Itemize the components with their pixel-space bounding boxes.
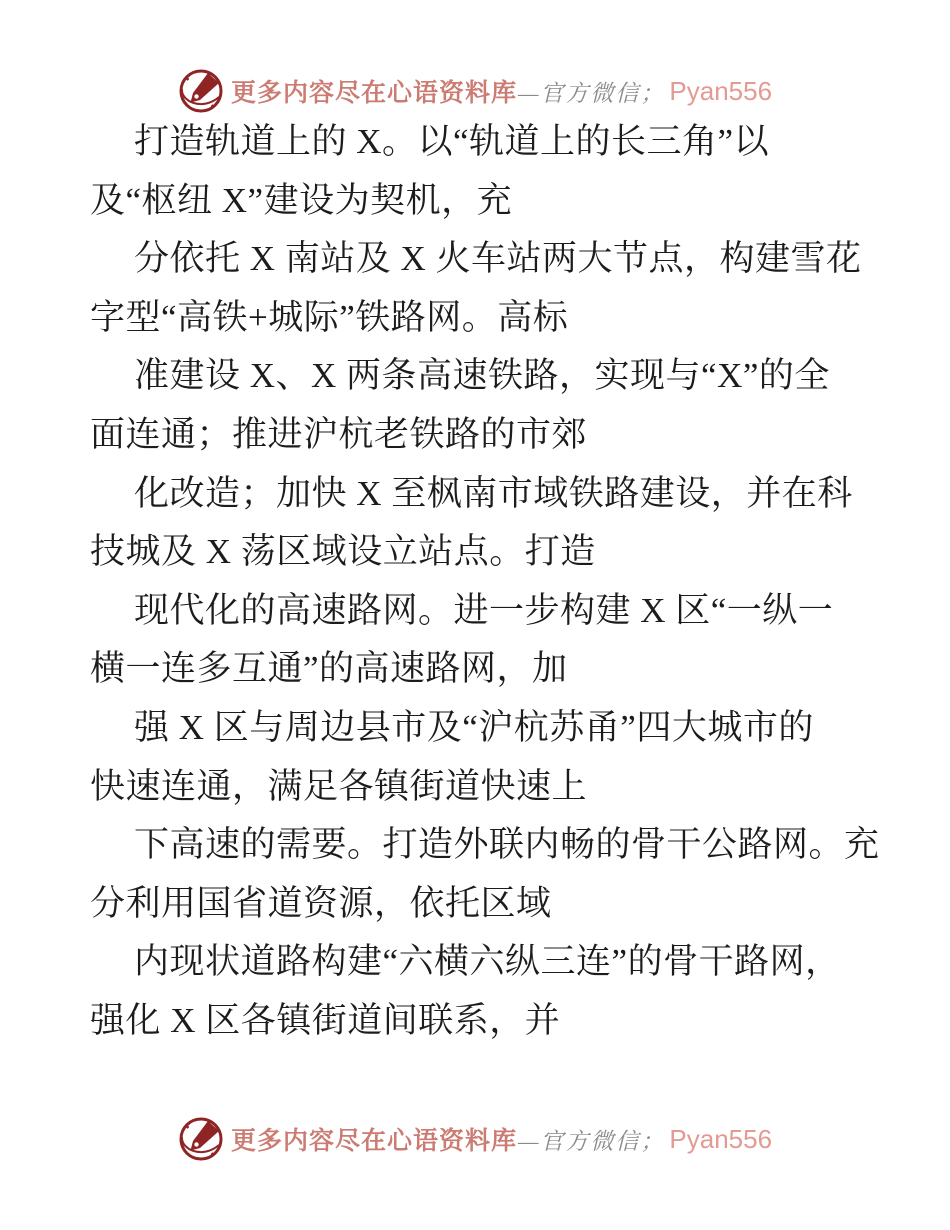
wechat-id-text: Pyan556 bbox=[669, 1123, 773, 1154]
text-line: 强 X 区与周边县市及“沪杭苏甬”四大城市的 bbox=[134, 707, 814, 747]
text-line: 及“枢纽 X”建设为契机，充 bbox=[90, 180, 513, 220]
watermark-separator-text: —官方微信； bbox=[517, 80, 666, 106]
text-line: 现代化的高速路网。进一步构建 X 区“一纵一 bbox=[134, 590, 834, 630]
text-line: 打造轨道上的 X。以“轨道上的长三角”以 bbox=[134, 122, 770, 161]
text-line: 面连通；推进沪杭老铁路的市郊 bbox=[90, 414, 588, 454]
text-line: 分利用国省道资源，依托区域 bbox=[90, 883, 552, 923]
wechat-id-text: Pyan556 bbox=[669, 75, 773, 106]
watermark-brand-text: 更多内容尽在心语资料库 bbox=[230, 1128, 517, 1155]
text-line: 快速连通，满足各镇街道快速上 bbox=[90, 766, 588, 806]
text-line: 准建设 X、X 两条高速铁路，实现与“X”的全 bbox=[134, 356, 830, 396]
watermark-header bbox=[0, 68, 950, 114]
document-body bbox=[90, 113, 890, 1051]
pen-nib-circle-logo-icon bbox=[178, 1116, 224, 1162]
text-line: 内现状道路构建“六横六纵三连”的骨干路网， bbox=[134, 942, 841, 982]
text-line: 横一连多互通”的高速路网，加 bbox=[90, 649, 568, 689]
text-line: 下高速的需要。打造外联内畅的骨干公路网。充 bbox=[134, 825, 880, 865]
text-line: 技城及 X 荡区域设立站点。打造 bbox=[90, 532, 596, 572]
text-line: 分依托 X 南站及 X 火车站两大节点，构建雪花 bbox=[134, 239, 862, 279]
pen-nib-circle-logo-icon bbox=[178, 68, 224, 114]
watermark-footer bbox=[0, 1116, 950, 1162]
text-line: 化改造；加快 X 至枫南市域铁路建设，并在科 bbox=[134, 473, 853, 513]
watermark-brand-text: 更多内容尽在心语资料库 bbox=[230, 80, 517, 107]
text-line: 字型“高铁+城际”铁路网。高标 bbox=[90, 297, 569, 337]
watermark-separator-text: —官方微信； bbox=[517, 1128, 666, 1154]
text-line: 强化 X 区各镇街道间联系，并 bbox=[90, 1000, 561, 1040]
